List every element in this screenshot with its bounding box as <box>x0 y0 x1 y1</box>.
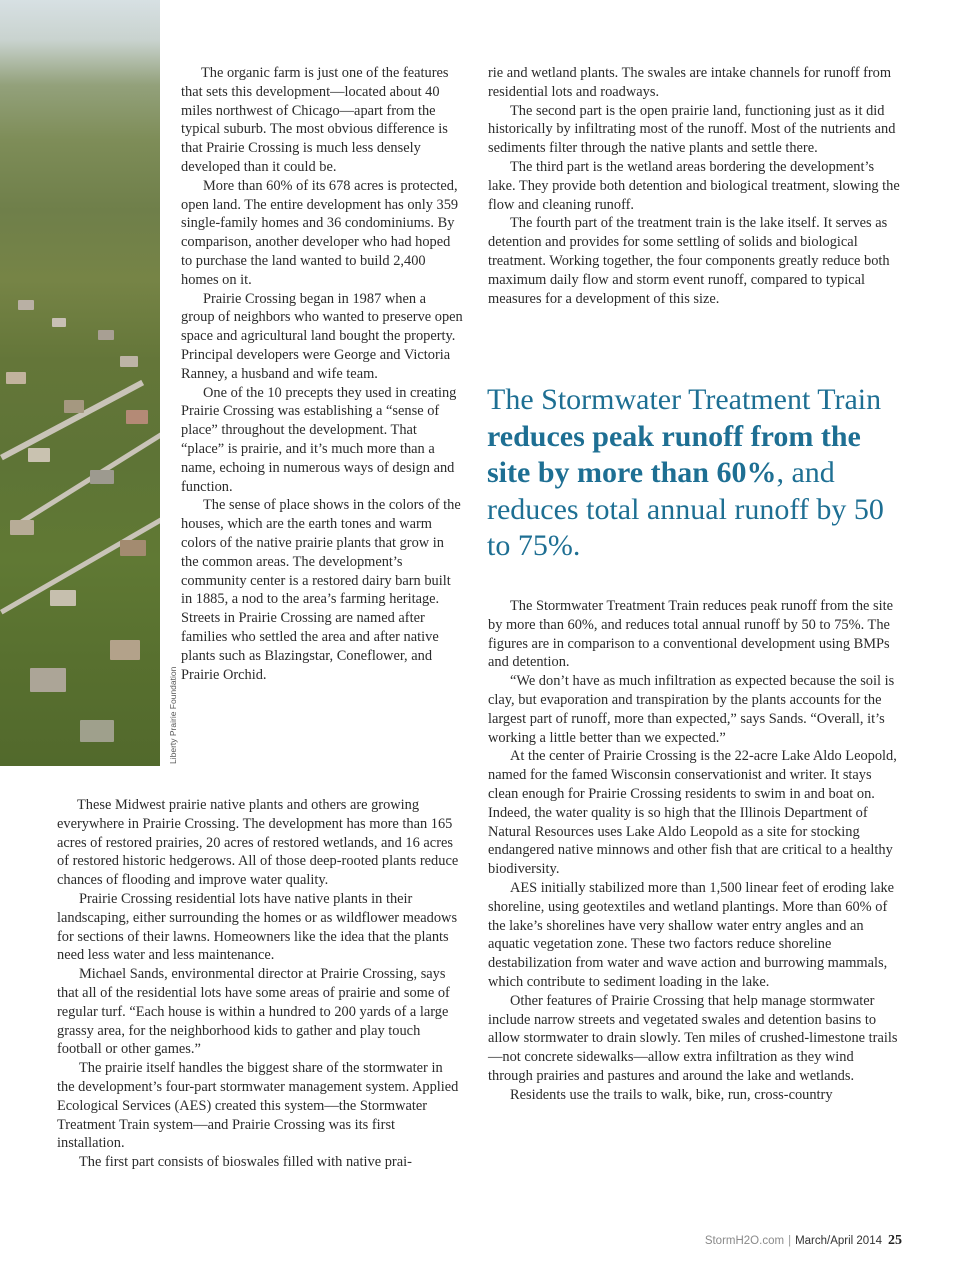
paragraph: The organic farm is just one of the features that sets this development—located about 40 miles northwest of Chicago—apart from the typical suburb. The most obvious difference is that Prairie Crossing is much less densely developed than it could be. <box>181 65 449 175</box>
pull-quote-part1: The Stormwater Treatment Train <box>487 383 882 416</box>
paragraph: At the center of Prairie Crossing is the 22-acre Lake Aldo Leopold, named for the famed Wisconsin conservationist and writer. It stays clean enough for Prairie Crossing residents to swim in and boat on. Indeed, the water quality is so high that the Illinois Department of Natural Resources uses Lake Aldo Leopold as a site for stocking endangered native minnows and other fish that are critical to a healthy biodiversity. <box>488 748 897 878</box>
photo-credit: Liberty Prairie Foundation <box>168 666 178 764</box>
footer-issue: March/April 2014 <box>795 1235 882 1247</box>
paragraph: The first part consists of bioswales filled with native prai- <box>79 1154 412 1171</box>
page-number: 25 <box>888 1233 902 1248</box>
paragraph: Residents use the trails to walk, bike, run, cross-country <box>510 1086 833 1103</box>
article-column-right-bottom <box>488 597 902 1105</box>
article-column-right-top <box>488 64 902 308</box>
paragraph: The prairie itself handles the biggest share of the stormwater in the development’s four-part stormwater management system. Applied Ecological Services (AES) created this system—the Stormwater Treatment Train system—and Prairie Crossing was its first installation. <box>57 1060 459 1152</box>
paragraph: The second part is the open prairie land, functioning just as it did historically by infiltrating most of the runoff. Most of the nutrients and sediments filter through the native plants and settle there. <box>488 102 896 157</box>
pull-quote <box>487 382 907 565</box>
paragraph: One of the 10 precepts they used in creating Prairie Crossing was establishing a “sense of place” throughout the development. That “place” is prairie, and it’s much more than a name, echoing in numerous ways of design and function. <box>181 384 457 495</box>
paragraph: More than 60% of its 678 acres is protected, open land. The entire development has only 359 single-family homes and 36 condominiums. By comparison, another developer who had hoped to purchase the land wanted to build 2,400 homes on it. <box>181 177 459 288</box>
paragraph: The third part is the wetland areas bordering the development’s lake. They provide both detention and biological treatment, slowing the flow and cleaning runoff. <box>488 158 900 213</box>
footer-separator: | <box>788 1235 792 1247</box>
paragraph: Prairie Crossing began in 1987 when a group of neighbors who wanted to preserve open space and agricultural land bought the property. Principal developers were George and Victoria Ranney, a husband and wife team. <box>181 290 463 382</box>
paragraph: Michael Sands, environmental director at Prairie Crossing, says that all of the residential lots have some areas of prairie and some of regular turf. “Each house is within a hundred to 200 yards of a large grassy area, for the neighborhood kids to gather and play touch football or other games.” <box>57 966 450 1058</box>
paragraph: The sense of place shows in the colors of the houses, which are the earth tones and warm colors of the native prairie plants that grow in the common areas. The development’s community center is a restored dairy barn built in 1885, a nod to the area’s farming heritage. Streets in Prairie Crossing are named after families who settled the area and after native plants such as Blazingstar, Coneflower, and Prairie Orchid. <box>181 497 461 683</box>
paragraph: These Midwest prairie native plants and others are growing everywhere in Prairie Crossing. The development has more than 165 acres of restored prairies, 20 acres of restored wetlands, and 16 acres of restored historic hedgerows. All of those deep-rooted plants reduce chances of flooding and improve water quality. <box>57 797 459 889</box>
page-footer <box>705 1233 902 1249</box>
aerial-photo <box>0 0 160 766</box>
article-column-left-top <box>181 64 463 684</box>
footer-site: StormH2O.com <box>704 1235 785 1247</box>
paragraph: Other features of Prairie Crossing that help manage stormwater include narrow streets and vegetated swales and detention basins to allow stormwater to drain slowly. Ten miles of crushed-limestone trails—not concrete sidewalks—allow extra infiltration as they wind through prairies and pastures and around the lake and wetlands. <box>488 992 898 1084</box>
paragraph: “We don’t have as much infiltration as expected because the soil is clay, but evaporation and transpiration by the plants accounts for the largest part of runoff, more than expected,” says Sands. “Overall, it’s working a little better than we expected.” <box>488 673 895 746</box>
paragraph: The Stormwater Treatment Train reduces peak runoff from the site by more than 60%, and reduces total annual runoff by 50 to 75%. The figures are in comparison to a conventional development using BMPs and detention. <box>488 598 894 671</box>
paragraph: The fourth part of the treatment train is the lake itself. It serves as detention and provides for some settling of solids and biological treatment. Working together, the four components greatly reduce both maximum daily flow and storm event runoff, compared to typical measures for a development of this size. <box>488 215 890 307</box>
paragraph: Prairie Crossing residential lots have native plants in their landscaping, either surrounding the homes or as wildflower meadows for sections of their lawns. Homeowners like the idea that the plants need less water and less maintenance. <box>57 890 458 964</box>
article-column-left-bottom <box>57 796 463 1172</box>
paragraph: AES initially stabilized more than 1,500 linear feet of eroding lake shoreline, using geotextiles and wetland plantings. More than 60% of the lake’s shorelines have very shallow water entry angles and an aquatic vegetation zone. These two factors reduce shoreline destabilization from water and wave action and burrowing mammals, which contribute to sediment loading in the lake. <box>488 879 895 990</box>
pull-quote-bold: reduces peak runoff from the site by more than 60% <box>487 419 861 489</box>
pull-quote-part2: , and reduces total annual runoff by 50 to 75%. <box>487 456 884 562</box>
paragraph-continuation: rie and wetland plants. The swales are intake channels for runoff from residential lots and roadways. <box>488 65 892 100</box>
